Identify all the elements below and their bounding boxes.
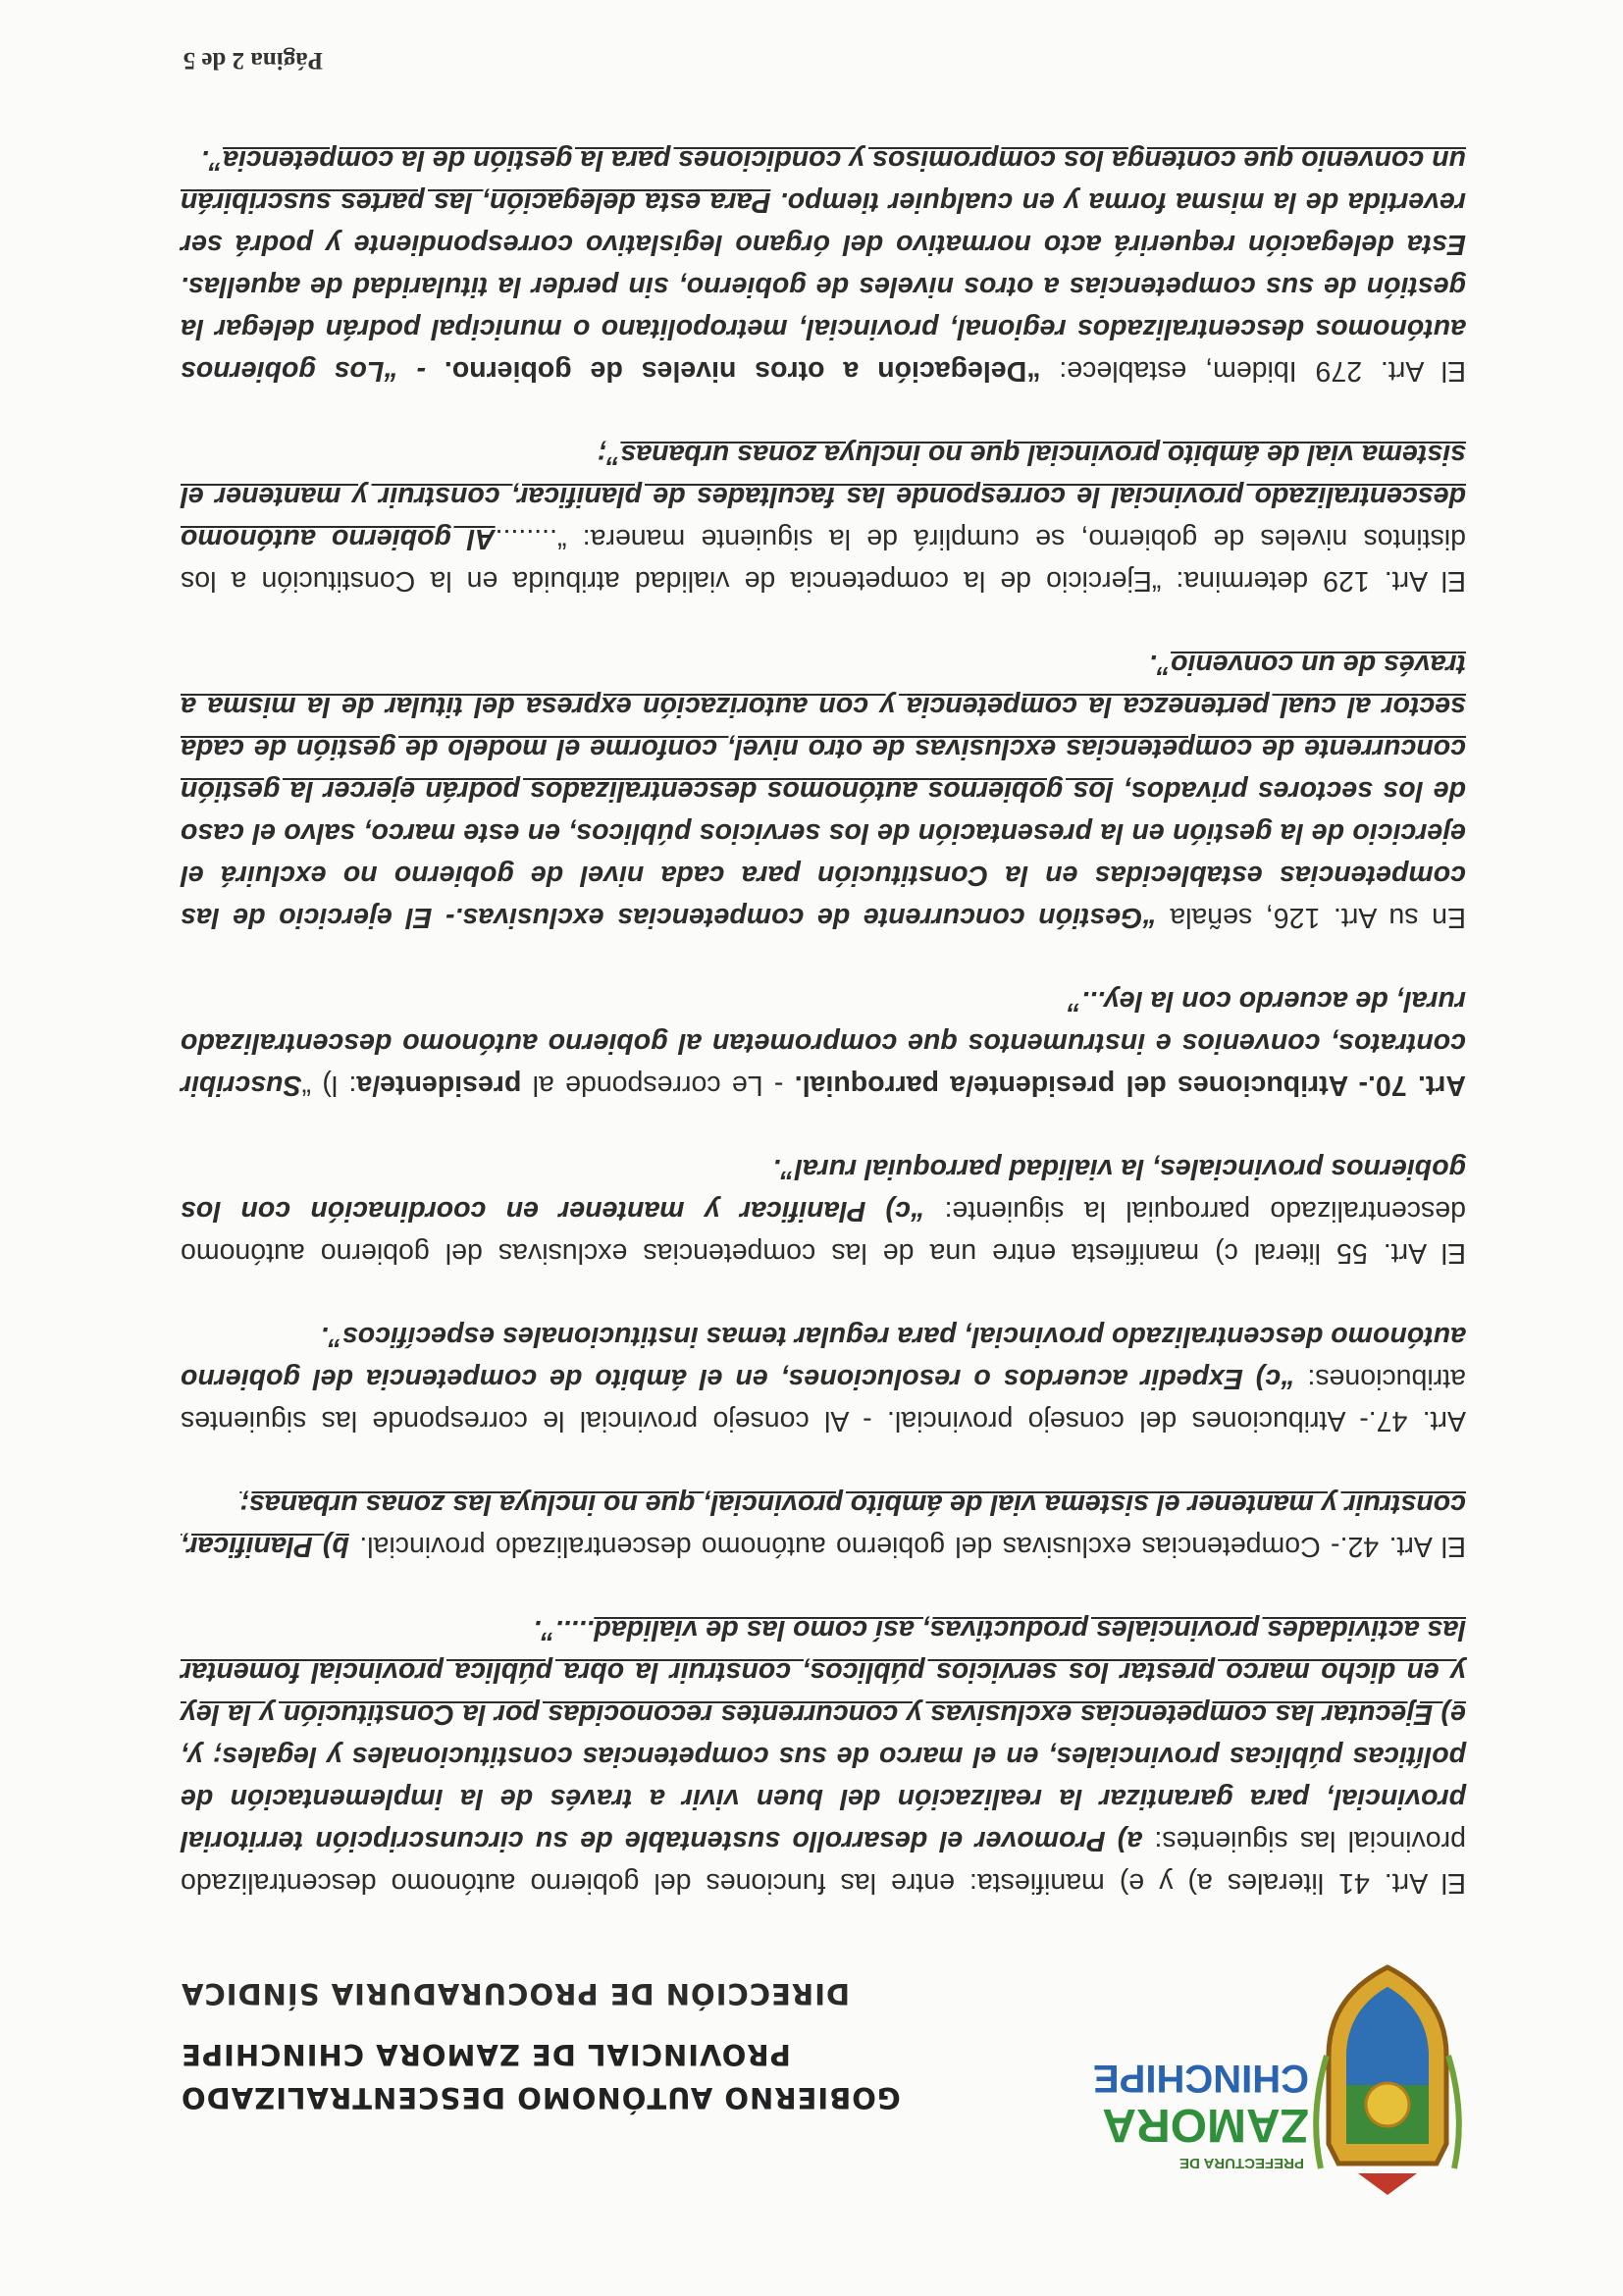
prefecture-logo-icon: [1092, 1938, 1476, 2203]
logo-name2: CHINCHIPE: [1092, 2057, 1309, 2100]
heading: “Delegación a otros niveles de gobierno.: [444, 355, 1041, 387]
text: presidente/a: [356, 1070, 522, 1101]
text: ”.: [1148, 649, 1172, 680]
paragraph-art47: [181, 1315, 1466, 1441]
quote: “c) Planificar y mantener en coordinación con los gobiernos provinciales, la vialidad parroquial rural”.: [181, 1153, 1466, 1226]
emphasis: e) Ejecutar las competencias exclusivas y concurrentes reconocidas por la Constitución y la ley y en dicho marco prestar los servicios públicos, construir la obra pública provincial fomentar las actividades provinciales productivas, así como las de vialidad: [181, 1614, 1466, 1730]
text: .....”.: [533, 1614, 595, 1645]
emphasis: b) Planificar, construir y mantener el sistema vial de ámbito provincial, que no incluya las zonas urbanas;: [181, 1488, 1466, 1562]
text: El Art. 129 determina: “Ejercicio de la competencia de vialidad atribuida en la Constitución a los distintos niveles de gobierno, se cumplirá de la siguiente manera: “........: [181, 523, 1466, 597]
text: ”.: [200, 144, 224, 176]
text: El Art. 279 Ibidem, establece:: [1040, 355, 1466, 387]
paragraph-art55: [181, 1147, 1466, 1274]
org-name-line1: GOBIERNO AUTÓNOMO DESCENTRALIZADO: [181, 2081, 901, 2114]
quote: - “Los gobiernos autónomos descentralizados regional, provincial, metropolitano o municipal podrán delegar la gestión de sus competencias a otros niveles de gobierno, sin perder la titularidad de aquellas. Esta delegación requerirá acto normativo del órgano legislativo correspondiente y podrá ser revertida de la misma forma y en cualquier tiempo.: [181, 186, 1466, 387]
page-number: Página 2 de 5: [183, 47, 323, 74]
logo-top-text: PREFECTURA DE: [1179, 2155, 1304, 2171]
logo-name1: ZAMORA: [1102, 2099, 1309, 2151]
document-body: [181, 97, 1466, 1904]
quote: a) Promover el desarrollo sustentable de su circunscripción territorial provincial, para garantizar la realización del buen vivir a través de la implementación de políticas públicas provinciales, en el marco de sus competencias constitucionales y legales; y,: [181, 1741, 1466, 1856]
emphasis: Para esta delegación, las partes suscribirán un convenio que contenga los compromisos y condiciones para la gestión de la competencia: [181, 144, 1466, 218]
paragraph-art279: [181, 138, 1466, 391]
text: Art. 47.- Atribuciones del consejo provincial. - Al consejo provincial le corresponde las siguientes atribuciones:: [181, 1363, 1466, 1436]
paragraph-art126: [181, 643, 1466, 938]
text: El Art. 42.- Competencias exclusivas del gobierno autónomo descentralizado provincial.: [348, 1531, 1466, 1562]
heading: Art. 70.- Atribuciones del presidente/a parroquial.: [794, 1070, 1466, 1101]
org-department: DIRECCIÓN DE PROCURADURIA SÍNDICA: [181, 1977, 851, 2010]
emphasis: los gobiernos autónomos descentralizados podrán ejercer la gestión concurrente de competencias exclusivas de otro nivel, conforme el modelo de gestión de cada sector al cual pertenezca la competencia y con autorización expresa del titular de la misma a través de un convenio: [181, 649, 1466, 807]
paragraph-art42: [181, 1483, 1466, 1567]
paragraph-art70: [181, 979, 1466, 1106]
quote: “c) Expedir acuerdos o resoluciones, en el ámbito de competencia del gobierno autónomo descentralizado provincial, para regular temas institucionales específicos”.: [181, 1321, 1466, 1394]
text: : l) “: [301, 1070, 357, 1101]
letterhead: [122, 1938, 1476, 2203]
text: ...”: [1067, 985, 1105, 1017]
organization-block: [181, 1967, 1064, 2114]
org-name-line2: PROVINCIAL DE ZAMORA CHINCHIPE: [181, 2038, 791, 2071]
text: El Art. 55 literal c) manifiesta entre una de las competencias exclusivas del gobierno autónomo descentralizado parroquial la siguiente:: [181, 1195, 1466, 1269]
quote: “Gestión concurrente de competencias exclusivas.- El ejercicio de las competencias establecidas en la Constitución para cada nivel de gobierno no excluirá el ejercicio de la gestión en la presentación de los servicios públicos, en este marco, salvo el caso de los sectores privados,: [181, 775, 1466, 933]
paragraph-art41: [181, 1608, 1466, 1904]
paragraph-art129: [181, 433, 1466, 601]
text: El Art. 41 literales a) y e) manifiesta: entre las funciones del gobierno autónomo descentralizado provincial las siguientes:: [181, 1825, 1466, 1899]
emphasis: Al gobierno autónomo descentralizado provincial le corresponde las facultades de planificar, construir y mantener el sistema vial de ámbito provincial que no incluya zonas urbanas: [181, 439, 1466, 554]
text: ”;: [597, 439, 621, 470]
quote: Suscribir contratos, convenios e instrumentos que comprometan al gobierno autónomo descentralizado rural, de acuerdo con la ley: [181, 985, 1466, 1101]
text: En su Art. 126, señala: [1156, 902, 1466, 933]
text: - Le corresponde al: [521, 1070, 795, 1101]
